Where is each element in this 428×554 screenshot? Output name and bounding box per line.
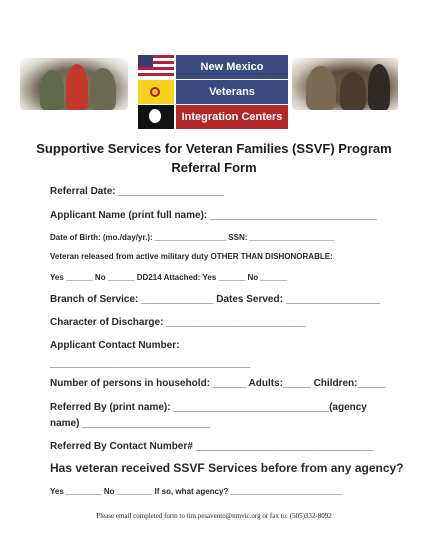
form-title-line2: Referral Form: [171, 160, 257, 175]
logo-text-integration-centers: Integration Centers: [176, 105, 288, 129]
header-photo-right: [292, 58, 398, 110]
form-title-line1: Supportive Services for Veteran Families (SSVF) Program: [36, 141, 392, 156]
discharge-field[interactable]: Character of Discharge: _________________________: [50, 317, 306, 328]
pow-mia-flag-icon: [138, 105, 174, 129]
referral-date-field[interactable]: Referral Date: ___________________: [50, 186, 225, 197]
ssvf-question: Has veteran received SSVF Services before from any agency?: [50, 461, 404, 475]
referred-by-field[interactable]: Referred By (print name): ____________________________(agency: [50, 402, 367, 413]
us-flag-icon: [138, 55, 174, 79]
nm-flag-icon: [138, 80, 174, 104]
ssvf-answer-field[interactable]: Yes ________ No ________ If so, what agency? _________________________: [50, 487, 342, 496]
footer-instructions: Please email completed form to tim.pesavento@nmvic.org or fax to: (505)332-8092: [96, 512, 332, 520]
header-photo-left: [20, 58, 128, 110]
released-question: Veteran released from active military duty OTHER THAN DISHONORABLE:: [50, 252, 333, 261]
yes-no-dd214-field[interactable]: Yes ______ No ______ DD214 Attached: Yes ______ No ______: [50, 273, 288, 282]
applicant-name-field[interactable]: Applicant Name (print full name): ______________________________: [50, 210, 377, 221]
referred-contact-field[interactable]: Referred By Contact Number# ________________________________: [50, 441, 374, 452]
contact-number-label: Applicant Contact Number:: [50, 340, 180, 351]
contact-number-field[interactable]: ____________________________________: [50, 358, 251, 369]
dob-ssn-field[interactable]: Date of Birth: (mo./day/yr.): ________________ SSN: ___________________: [50, 233, 335, 242]
logo-text-veterans: Veterans: [176, 80, 288, 104]
branch-dates-field[interactable]: Branch of Service: _____________ Dates Served: _________________: [50, 294, 381, 305]
household-field[interactable]: Number of persons in household: ______ Adults:_____ Children:_____: [50, 378, 386, 389]
logo-text-new-mexico: New Mexico: [176, 55, 288, 79]
referred-by-agency-field[interactable]: name) _______________________: [50, 418, 211, 429]
nmvic-logo: [138, 52, 290, 134]
